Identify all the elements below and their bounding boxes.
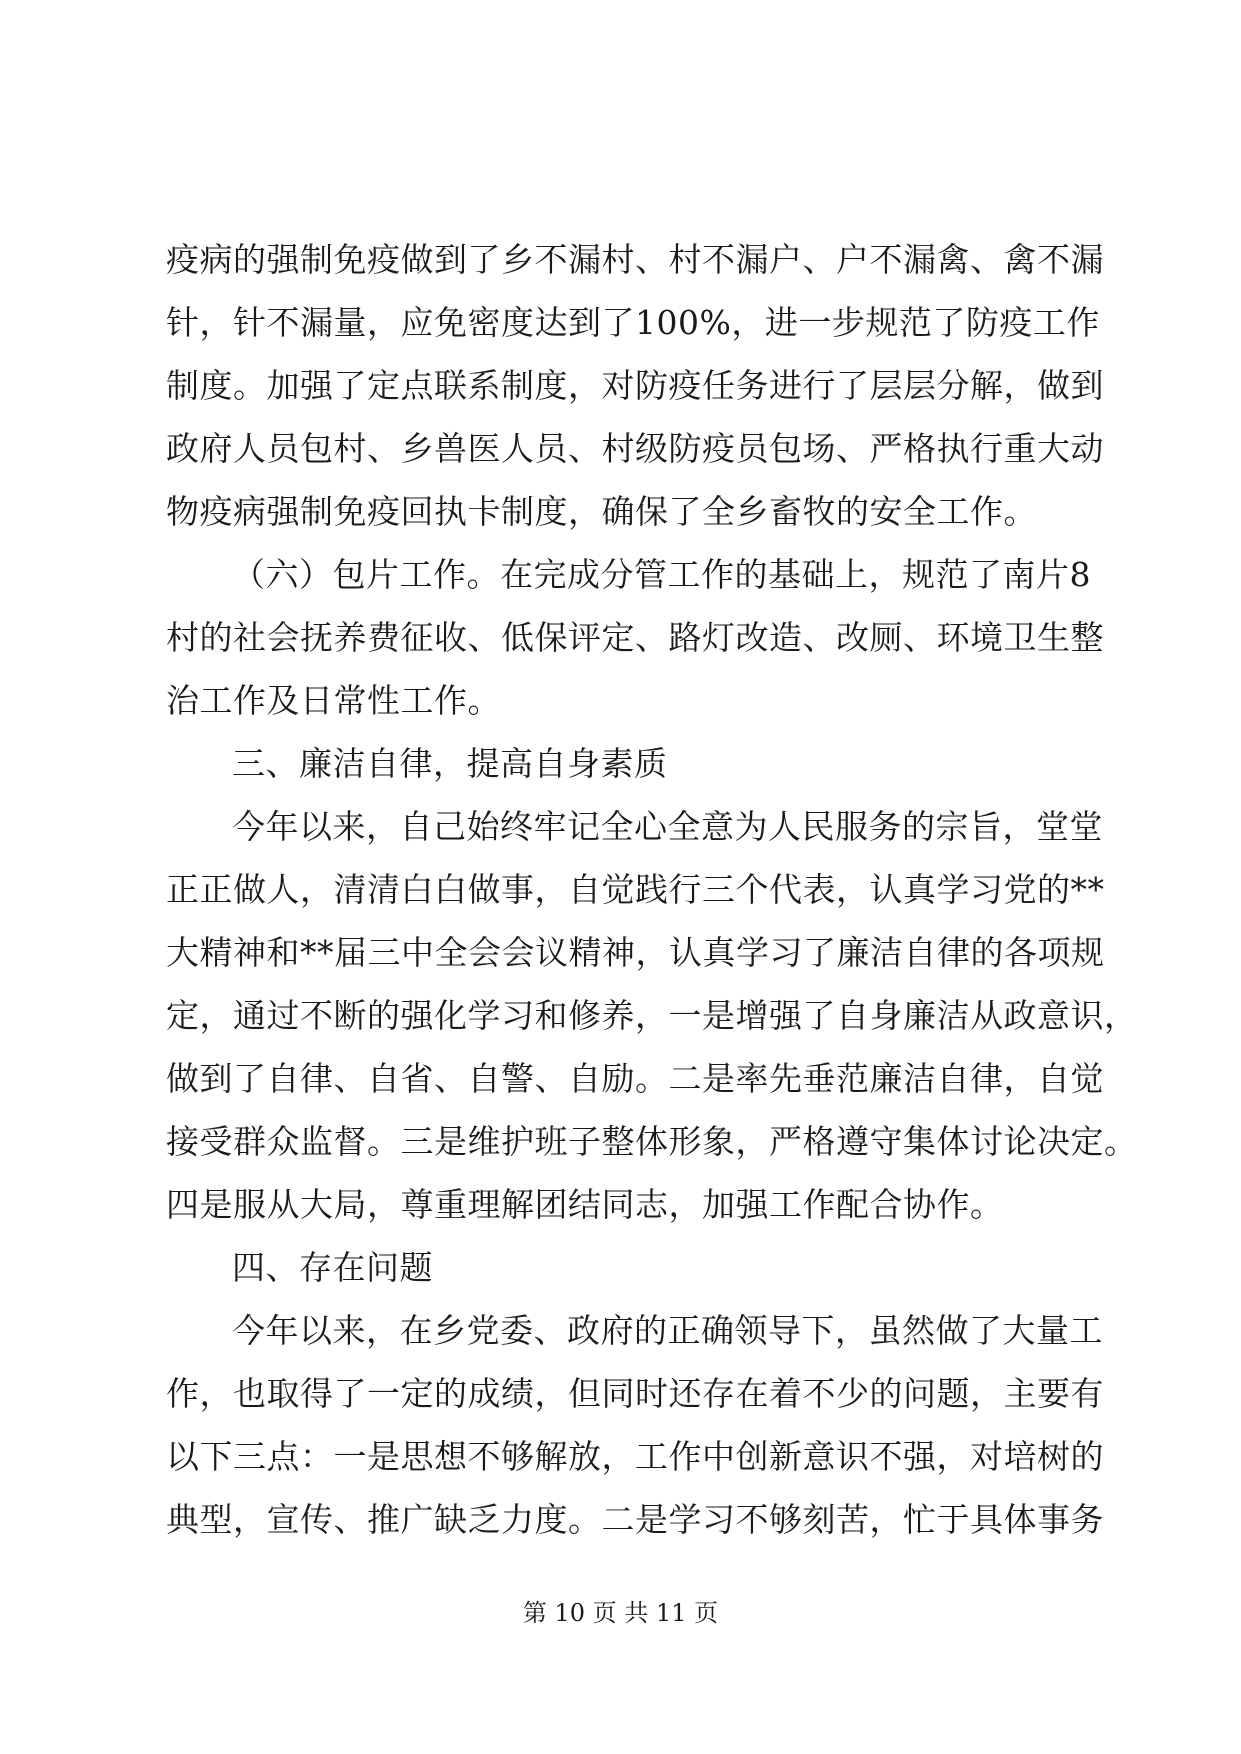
paragraph-line: 正正做人，清清白白做事，自觉践行三个代表，认真学习党的**	[166, 870, 1105, 909]
paragraph-line: 接受群众监督。三是维护班子整体形象，严格遵守集体讨论决定。	[166, 1122, 1138, 1161]
paragraph-line: 制度。加强了定点联系制度，对防疫任务进行了层层分解，做到	[166, 366, 1104, 405]
paragraph-line: 作，也取得了一定的成绩，但同时还存在着不少的问题，主要有	[166, 1374, 1104, 1413]
page-footer: 第 10 页 共 11 页	[522, 1599, 719, 1627]
paragraph-line: 做到了自律、自省、自警、自励。二是率先垂范廉洁自律，自觉	[166, 1059, 1104, 1098]
paragraph-line: 疫病的强制免疫做到了乡不漏村、村不漏户、户不漏禽、禽不漏	[166, 240, 1104, 279]
paragraph-line: 定，通过不断的强化学习和修养，一是增强了自身廉洁从政意识，	[166, 996, 1138, 1035]
paragraph-line: 典型，宣传、推广缺乏力度。二是学习不够刻苦，忙于具体事务	[166, 1500, 1104, 1539]
body-text	[166, 228, 1138, 1551]
paragraph-line: 政府人员包村、乡兽医人员、村级防疫员包场、严格执行重大动	[166, 429, 1104, 468]
paragraph-line: 大精神和**届三中全会会议精神，认真学习了廉洁自律的各项规	[166, 933, 1105, 972]
paragraph-line: 村的社会抚养费征收、低保评定、路灯改造、改厕、环境卫生整	[166, 618, 1104, 657]
paragraph-line: 以下三点：一是思想不够解放，工作中创新意识不强，对培树的	[166, 1437, 1104, 1476]
section-heading: 三、廉洁自律，提高自身素质	[232, 744, 668, 783]
paragraph-line: 今年以来，自己始终牢记全心全意为人民服务的宗旨，堂堂	[232, 807, 1103, 846]
paragraph-line: 治工作及日常性工作。	[166, 681, 501, 720]
paragraph-line: （六）包片工作。在完成分管工作的基础上，规范了南片8	[232, 555, 1091, 594]
paragraph-line: 物疫病强制免疫回执卡制度，确保了全乡畜牧的安全工作。	[166, 492, 1037, 531]
paragraph-line: 四是服从大局，尊重理解团结同志，加强工作配合协作。	[166, 1185, 1004, 1224]
paragraph-line: 针，针不漏量，应免密度达到了100%，进一步规范了防疫工作	[166, 303, 1100, 342]
paragraph-line: 今年以来，在乡党委、政府的正确领导下，虽然做了大量工	[232, 1311, 1103, 1350]
section-heading: 四、存在问题	[232, 1248, 433, 1287]
